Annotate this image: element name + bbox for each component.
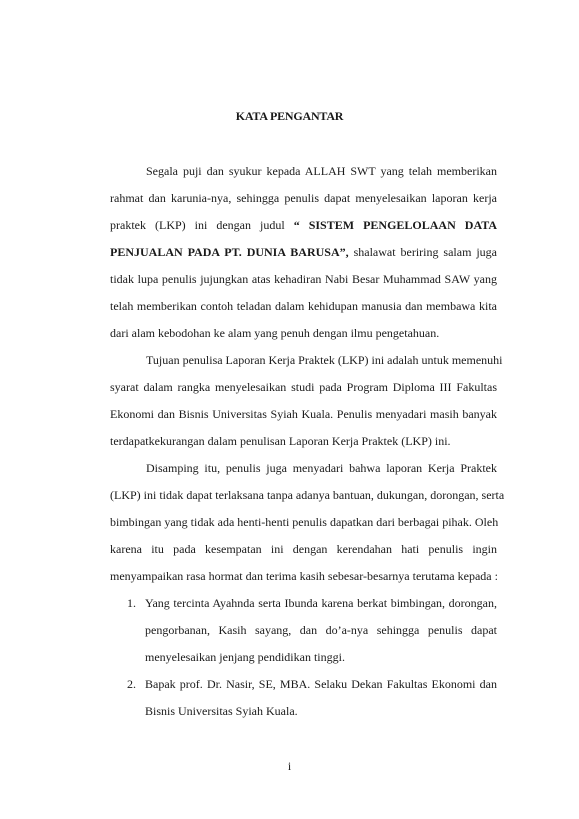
document-body (110, 158, 505, 725)
list-item-text: Bapak prof. Dr. Nasir, SE, MBA. Selaku Dekan Fakultas Ekonomi dan (145, 677, 497, 691)
paragraph-line: terdapatkekurangan dalam penulisan Laporan Kerja Praktek (LKP) ini. (110, 434, 451, 448)
paragraph-line (110, 239, 497, 266)
text-run: praktek (LKP) ini dengan judul (110, 218, 294, 232)
list-item-number: 1. (127, 596, 136, 610)
list-item-line: Bisnis Universitas Syiah Kuala. (145, 704, 298, 718)
paragraph-line: (LKP) ini tidak dapat terlaksana tanpa adanya bantuan, dukungan, dorongan, serta (110, 488, 505, 502)
paragraph-line: Disamping itu, penulis juga menyadari bahwa laporan Kerja Praktek (146, 461, 497, 475)
list-item-line (110, 671, 497, 698)
text-run: shalawat beriring salam juga (348, 245, 497, 259)
paragraph-line: menyampaikan rasa hormat dan terima kasih sebesar-besarnya terutama kepada : (110, 569, 498, 583)
list-item-line: menyelesaikan jenjang pendidikan tinggi. (145, 650, 345, 664)
list-item-line (110, 590, 497, 617)
list-item (110, 590, 497, 671)
paragraph-line: tidak lupa penulis jujungkan atas kehadiran Nabi Besar Muhammad SAW yang (110, 272, 497, 286)
bold-title-run: “ SISTEM PENGELOLAAN DATA (293, 218, 497, 232)
paragraph-3 (110, 455, 505, 590)
bold-title-run: PENJUALAN PADA PT. DUNIA BARUSA”, (110, 245, 349, 259)
paragraph-line: syarat dalam rangka menyelesaikan studi pada Program Diploma III Fakultas (110, 380, 497, 394)
paragraph-line: Ekonomi dan Bisnis Universitas Syiah Kuala. Penulis menyadari masih banyak (110, 407, 497, 421)
paragraph-line: Tujuan penulisa Laporan Kerja Praktek (LKP) ini adalah untuk memenuhi (146, 353, 503, 367)
list-item (110, 671, 497, 725)
paragraph-line: rahmat dan karunia-nya, sehingga penulis dapat menyelesaikan laporan kerja (110, 191, 497, 205)
paragraph-line (110, 212, 497, 239)
paragraph-line: dari alam kebodohan ke alam yang penuh dengan ilmu pengetahuan. (110, 326, 440, 340)
paragraph-line: bimbingan yang tidak ada henti-henti penulis dapatkan dari berbagai pihak. Oleh (110, 515, 499, 529)
list-item-number: 2. (127, 677, 136, 691)
paragraph-line: telah memberikan contoh teladan dalam kehidupan manusia dan membawa kita (110, 299, 497, 313)
list-item-text: Yang tercinta Ayahnda serta Ibunda karena berkat bimbingan, dorongan, (145, 596, 497, 610)
paragraph-1 (110, 158, 497, 347)
paragraph-2 (110, 347, 503, 455)
list-item-line: pengorbanan, Kasih sayang, dan do’a-nya sehingga penulis dapat (145, 623, 497, 637)
page-title: KATA PENGANTAR (235, 109, 344, 123)
paragraph-line: Segala puji dan syukur kepada ALLAH SWT yang telah memberikan (146, 164, 497, 178)
acknowledgement-list (110, 590, 497, 725)
page-number: i (287, 759, 292, 773)
paragraph-line: karena itu pada kesempatan ini dengan kerendahan hati penulis ingin (110, 542, 497, 556)
